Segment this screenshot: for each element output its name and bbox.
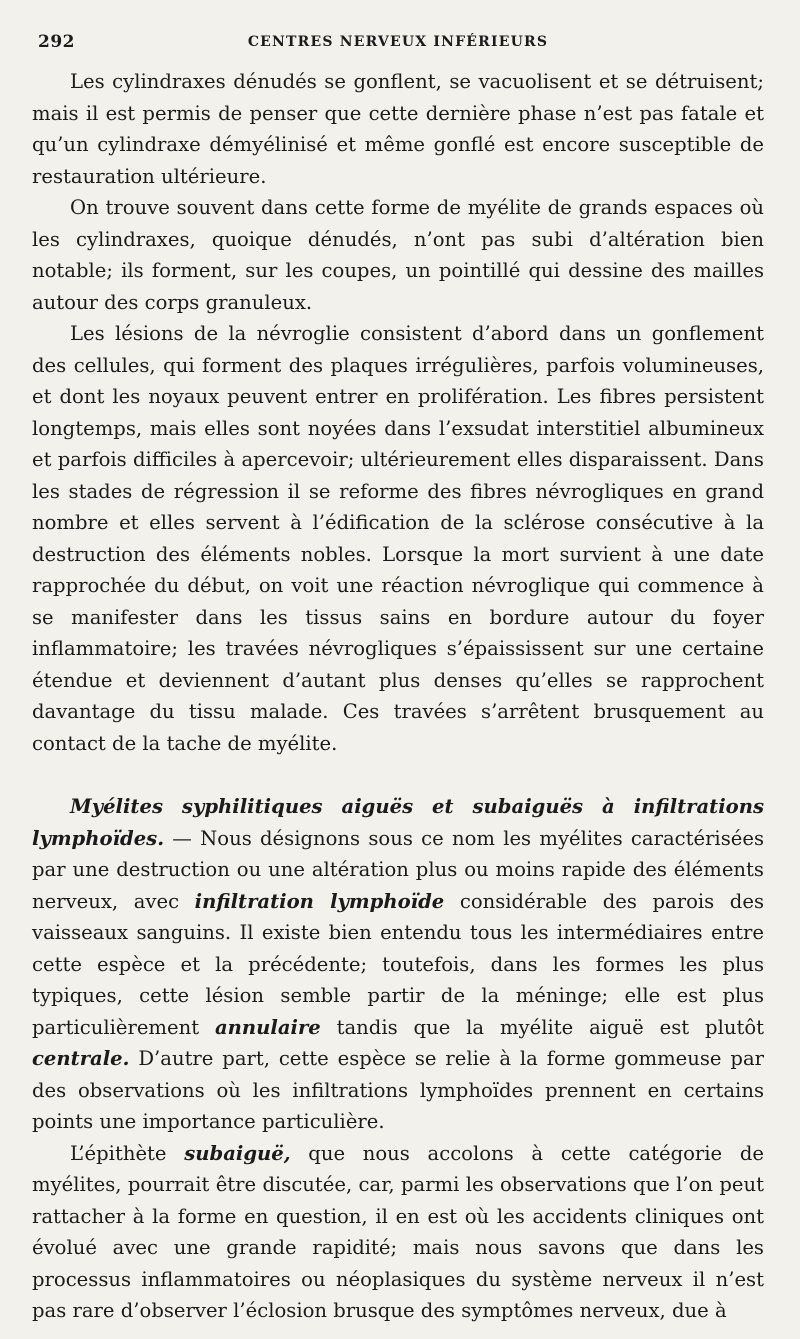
paragraph-3: Les lésions de la névroglie consistent d’abord dans un gonflement des cellules, qui forment des plaques irrégulières, parfois volumineuses, et dont les noyaux peuvent entrer en prolifération. Les fibres persistent longtemps, mais elles sont noyées dans l’exsudat interstitiel albumineux et parfois difficiles à apercevoir; ultérieurement elles disparaissent. Dans les stades de régression il se reforme des fibres névrogliques en grand nombre et elles servent à l’édification de la sclérose consécutive à la destruction des éléments nobles. Lorsque la mort survient à une date rapprochée du début, on voit une réaction névroglique qui commence à se manifester dans les tissus sains en bordure autour du foyer inflammatoire; les travées névrogliques s’épaississent sur une certaine étendue et deviennent d’autant plus denses qu’elles se rapprochent davantage du tissu malade. Ces travées s’arrêtent brusquement au contact de la tache de myélite. bbox=[32, 322, 764, 755]
body-text bbox=[32, 66, 764, 1327]
paragraph-5 bbox=[32, 1138, 764, 1327]
paragraph-4-text-2: considérable des parois des vaisseaux sanguins. Il existe bien entendu tous les intermédiaires entre cette espèce et la précédente; toutefois, dans les formes les plus typiques, cette lésion semble partir de la méninge; elle est plus particulièrement bbox=[32, 889, 765, 1039]
emphasis-subaigue: subaiguë, bbox=[184, 1141, 291, 1165]
emphasis-annulaire: annulaire bbox=[214, 1015, 321, 1039]
section-heading: Myélites syphilitiques aiguës et subaiguës à infiltrations lymphoïdes. bbox=[32, 795, 764, 850]
emphasis-infiltration: infiltration lymphoïde bbox=[194, 889, 445, 913]
running-title: CENTRES NERVEUX INFÉRIEURS bbox=[247, 34, 549, 50]
paragraph-2: On trouve souvent dans cette forme de myélite de grands espaces où les cylindraxes, quoique dénudés, n’ont pas subi d’altération bien notable; ils forment, sur les coupes, un pointillé qui dessine des mailles autour des corps granuleux. bbox=[32, 196, 764, 314]
page-number: 292 bbox=[38, 32, 75, 52]
paragraph-5-text-1: L’épithète bbox=[70, 1141, 185, 1165]
paragraph-5-text-2: que nous accolons à cette catégorie de myélites, pourrait être discutée, car, parmi les observations que l’on peut rattacher à la forme en question, il en est où les accidents cliniques ont évolué avec une grande rapidité; mais nous savons que dans les processus inflammatoires ou néoplasiques du système nerveux il n’est pas rare d’observer l’éclosion brusque des symptômes nerveux, due à bbox=[32, 1141, 764, 1322]
paragraph-4 bbox=[32, 791, 764, 1138]
paragraph-4-text-3: tandis que la myélite aiguë est plutôt bbox=[320, 1015, 765, 1039]
paragraph-1: Les cylindraxes dénudés se gonflent, se vacuolisent et se détruisent; mais il est permis de penser que cette dernière phase n’est pas fatale et qu’un cylindraxe démyélinisé et même gonflé est encore susceptible de restauration ultérieure. bbox=[32, 70, 764, 188]
paragraph-4-text-1: — Nous désignons sous ce nom les myélites caractérisées par une destruction ou une altération plus ou moins rapide des éléments nerveux, avec bbox=[32, 826, 764, 913]
paragraph-4-text-4: D’autre part, cette espèce se relie à la forme gommeuse par des observations où les infiltrations lymphoïdes prennent en certains points une importance particulière. bbox=[32, 1047, 764, 1133]
emphasis-centrale: centrale. bbox=[32, 1047, 130, 1070]
page-header bbox=[32, 28, 764, 62]
